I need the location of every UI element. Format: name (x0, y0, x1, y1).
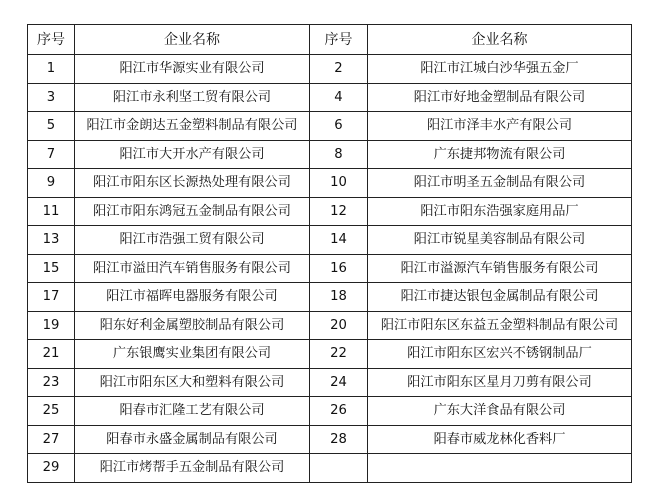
row-no-left: 23 (28, 368, 75, 397)
table-row (28, 112, 632, 141)
row-name-left: 阳东好利金属塑胶制品有限公司 (75, 311, 310, 340)
row-name-right: 阳江市阳东区宏兴不锈钢制品厂 (368, 340, 632, 369)
header-no-right: 序号 (310, 25, 368, 55)
row-name-left: 阳江市阳东区长源热处理有限公司 (75, 169, 310, 198)
row-name-left: 阳江市金朗达五金塑料制品有限公司 (75, 112, 310, 141)
row-no-right: 12 (310, 197, 368, 226)
row-name-left: 阳江市福晖电器服务有限公司 (75, 283, 310, 312)
row-no-right: 16 (310, 254, 368, 283)
row-no-left: 1 (28, 55, 75, 84)
table-row (28, 169, 632, 198)
row-name-left: 阳江市溢田汽车销售服务有限公司 (75, 254, 310, 283)
table-header-row (28, 25, 632, 55)
header-name-left: 企业名称 (75, 25, 310, 55)
table-row (28, 55, 632, 84)
row-no-left: 3 (28, 83, 75, 112)
row-name-left: 阳春市永盛金属制品有限公司 (75, 425, 310, 454)
company-table (27, 24, 632, 483)
row-name-left: 阳江市华源实业有限公司 (75, 55, 310, 84)
row-name-right: 阳江市明圣五金制品有限公司 (368, 169, 632, 198)
row-name-right: 阳江市阳东区星月刀剪有限公司 (368, 368, 632, 397)
row-no-right: 26 (310, 397, 368, 426)
row-no-right: 20 (310, 311, 368, 340)
row-no-left: 29 (28, 454, 75, 483)
table-row (28, 226, 632, 255)
row-no-right: 4 (310, 83, 368, 112)
row-no-right (310, 454, 368, 483)
row-no-left: 9 (28, 169, 75, 198)
row-name-left: 阳江市阳东区大和塑料有限公司 (75, 368, 310, 397)
table-row (28, 140, 632, 169)
row-name-left: 阳江市烤帮手五金制品有限公司 (75, 454, 310, 483)
row-name-right: 阳江市阳东浩强家庭用品厂 (368, 197, 632, 226)
row-no-right: 2 (310, 55, 368, 84)
row-name-right: 阳江市阳东区东益五金塑料制品有限公司 (368, 311, 632, 340)
row-name-right: 阳江市锐星美容制品有限公司 (368, 226, 632, 255)
row-no-left: 13 (28, 226, 75, 255)
row-name-left: 阳江市阳东鸿冠五金制品有限公司 (75, 197, 310, 226)
table-row (28, 83, 632, 112)
table-row (28, 254, 632, 283)
row-no-left: 21 (28, 340, 75, 369)
row-name-right: 广东大洋食品有限公司 (368, 397, 632, 426)
table-row (28, 311, 632, 340)
row-no-left: 17 (28, 283, 75, 312)
row-no-right: 10 (310, 169, 368, 198)
row-no-right: 28 (310, 425, 368, 454)
row-name-right: 阳春市威龙林化香料厂 (368, 425, 632, 454)
header-no-left: 序号 (28, 25, 75, 55)
row-no-right: 24 (310, 368, 368, 397)
row-name-left: 广东银鹰实业集团有限公司 (75, 340, 310, 369)
row-no-left: 11 (28, 197, 75, 226)
table-row (28, 283, 632, 312)
table-row (28, 425, 632, 454)
header-name-right: 企业名称 (368, 25, 632, 55)
row-no-right: 6 (310, 112, 368, 141)
table-row (28, 340, 632, 369)
row-name-right: 阳江市溢源汽车销售服务有限公司 (368, 254, 632, 283)
row-name-right: 广东捷邦物流有限公司 (368, 140, 632, 169)
row-no-right: 8 (310, 140, 368, 169)
row-name-right: 阳江市捷达银包金属制品有限公司 (368, 283, 632, 312)
row-name-right (368, 454, 632, 483)
row-name-left: 阳江市浩强工贸有限公司 (75, 226, 310, 255)
table-row (28, 197, 632, 226)
row-name-left: 阳江市大开水产有限公司 (75, 140, 310, 169)
table-row (28, 368, 632, 397)
row-no-right: 14 (310, 226, 368, 255)
row-no-left: 19 (28, 311, 75, 340)
row-no-left: 15 (28, 254, 75, 283)
row-name-right: 阳江市江城白沙华强五金厂 (368, 55, 632, 84)
row-no-right: 18 (310, 283, 368, 312)
row-name-left: 阳江市永利坚工贸有限公司 (75, 83, 310, 112)
row-no-left: 7 (28, 140, 75, 169)
row-name-right: 阳江市好地金塑制品有限公司 (368, 83, 632, 112)
row-no-right: 22 (310, 340, 368, 369)
row-name-right: 阳江市泽丰水产有限公司 (368, 112, 632, 141)
row-no-left: 25 (28, 397, 75, 426)
table-row (28, 454, 632, 483)
row-name-left: 阳春市汇隆工艺有限公司 (75, 397, 310, 426)
table-body (28, 55, 632, 483)
row-no-left: 5 (28, 112, 75, 141)
table-row (28, 397, 632, 426)
row-no-left: 27 (28, 425, 75, 454)
